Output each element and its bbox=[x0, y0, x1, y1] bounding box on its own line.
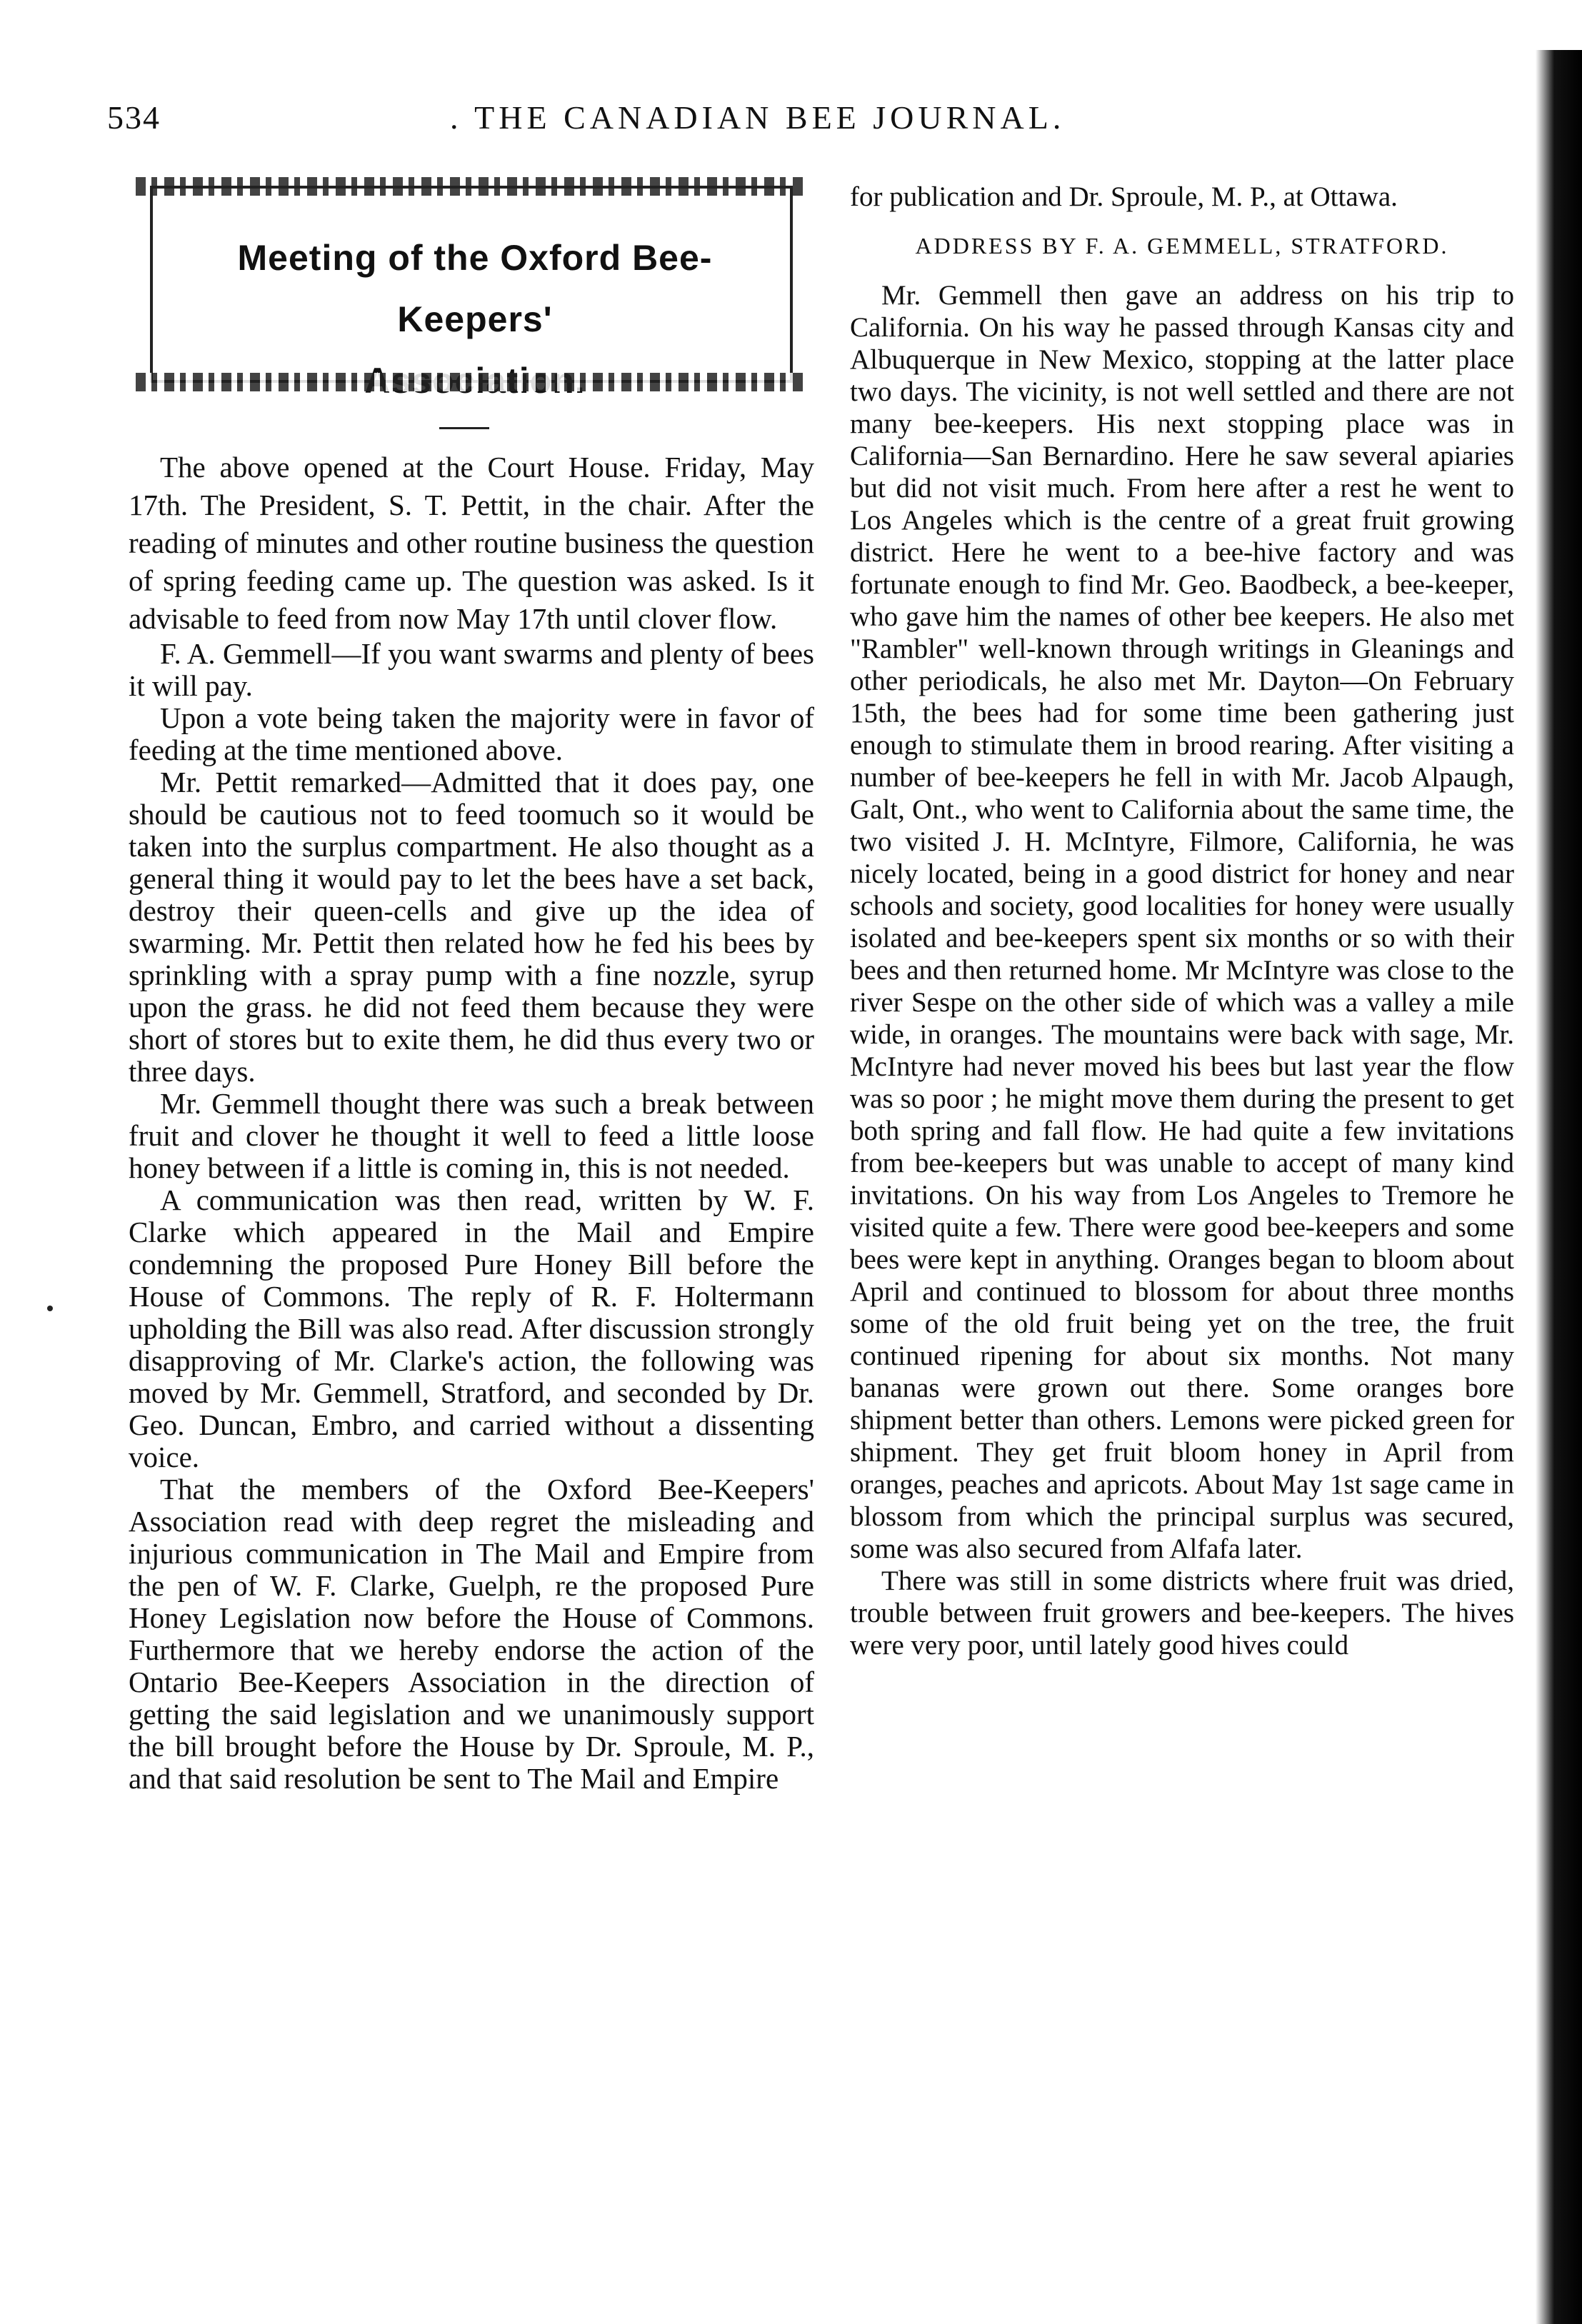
left-paragraph-5: Mr. Gemmell thought there was such a break between fruit and clover he thought it well to feed a little loose honey between if a little is coming in, this is not needed. bbox=[129, 1087, 814, 1184]
journal-title: . THE CANADIAN BEE JOURNAL. bbox=[450, 99, 1066, 136]
left-column bbox=[129, 449, 814, 1795]
left-paragraph-1: The above opened at the Court House. Friday, May 17th. The President, S. T. Pettit, in the chair. After the reading of minutes and other routine business the question of spring feeding came up. The question was asked. Is it advisable to feed from now May 17th until clover flow. bbox=[129, 451, 814, 635]
article-title-box bbox=[136, 177, 807, 391]
scan-binding-edge bbox=[1536, 50, 1582, 2324]
left-paragraph-7: That the members of the Oxford Bee-Keepers' Association read with deep regret the misleading and injurious communication in The Mail and Empire from the pen of W. F. Clarke, Guelph, re the proposed Pure Honey Legislation now before the House of Commons. Furthermore that we hereby endorse the action of the Ontario Bee-Keepers Association in the direction of getting the said legislation and we unanimously support the bill brought before the House by Dr. Sproule, M. P., and that said resolution be sent to The Mail and Empire bbox=[129, 1473, 814, 1795]
section-divider bbox=[439, 427, 489, 429]
page-number: 534 bbox=[107, 99, 161, 136]
page-header bbox=[107, 99, 1507, 156]
scan-speck bbox=[47, 1306, 53, 1311]
right-paragraph-1: Mr. Gemmell then gave an address on his trip to California. On his way he passed through Kansas city and Albuquerque in New Mexico, stopping at the latter place two days. The vicinity, is not well settled and there are not many bee-keepers. His next stopping place was in California—San Bernardino. Here he saw several apiaries but did not visit much. From here after a rest he went to Los Angeles which is the centre of a great fruit growing district. Here he went to a bee-hive factory and was fortunate enough to find Mr. Geo. Baodbeck, a bee-keeper, who gave him the names of other bee keepers. He also met "Rambler" well-known through writings in Gleanings and other periodicals, he also met Mr. Dayton—On February 15th, the bees had for some time been gathering just enough to stimulate them in brood rearing. After visiting a number of bee-keepers he fell in with Mr. Jacob Alpaugh, Galt, Ont., who went to California about the same time, the two visited J. H. McIntyre, Filmore, California, he was nicely located, being in a good district for honey and near schools and society, good localities for honey were usually isolated and bee-keepers spent six months or so with their bees and then returned home. Mr McIntyre was close to the river Sespe on the other side of which was a valley a mile wide, in oranges. The mountains were back with sage, Mr. McIntyre had never moved his bees but last year the flow was so poor ; he might move them during the present to get both spring and fall flow. He had quite a few invitations from bee-keepers but was unable to accept of many kind invitations. On his way from Los Angeles to Tremore he visited quite a few. There were good bee-keepers and some bees were kept in anything. Oranges began to bloom about April and continued to blossom for about three months some of the old fruit being yet on the tree, the fruit continued ripening for about six months. Not many bananas were grown out there. Some oranges bore shipment better than others. Lemons were picked green for shipment. They get fruit bloom honey in April from oranges, peaches and apricots. About May 1st sage came in blossom from which the principal surplus was secured, some was also secured from Alfafa later. bbox=[850, 280, 1514, 1564]
right-continuation: for publication and Dr. Sproule, M. P., at Ottawa. bbox=[850, 181, 1398, 212]
left-paragraph-6: A communication was then read, written by W. F. Clarke which appeared in the Mail and Empire condemning the proposed Pure Honey Bill before the House of Commons. The reply of R. F. Holtermann upholding the Bill was also read. After discussion strongly disapproving of Mr. Clarke's action, the following was moved by Mr. Gemmell, Stratford, and seconded by Dr. Geo. Duncan, Embro, and carried without a dissenting voice. bbox=[129, 1183, 814, 1473]
left-paragraph-2: F. A. Gemmell—If you want swarms and plenty of bees it will pay. bbox=[129, 637, 814, 702]
right-column bbox=[850, 181, 1514, 1661]
left-paragraph-3: Upon a vote being taken the majority were in favor of feeding at the time mentioned above. bbox=[129, 701, 814, 766]
left-paragraph-4: Mr. Pettit remarked—Admitted that it does pay, one should be cautious not to feed toomuch so it would be taken into the surplus compartment. He also thought as a general thing it would pay to let the bees have a set back, destroy their queen-cells and give up the idea of swarming. Mr. Pettit then related how he fed his bees by sprinkling with a spray pump with a fine nozzle, syrup upon the grass. he did not feed them because they were short of stores but to exite them, he did thus every two or three days. bbox=[129, 766, 814, 1088]
ornamental-border-bottom bbox=[136, 373, 807, 391]
right-paragraph-2: There was still in some districts where fruit was dried, trouble between fruit growers and bee-keepers. The hives were very poor, until lately good hives could bbox=[850, 1566, 1514, 1661]
article-title-line-1: Meeting of the Oxford Bee-Keepers' bbox=[237, 238, 713, 339]
address-subheading: ADDRESS BY F. A. GEMMELL, STRATFORD. bbox=[915, 233, 1449, 259]
